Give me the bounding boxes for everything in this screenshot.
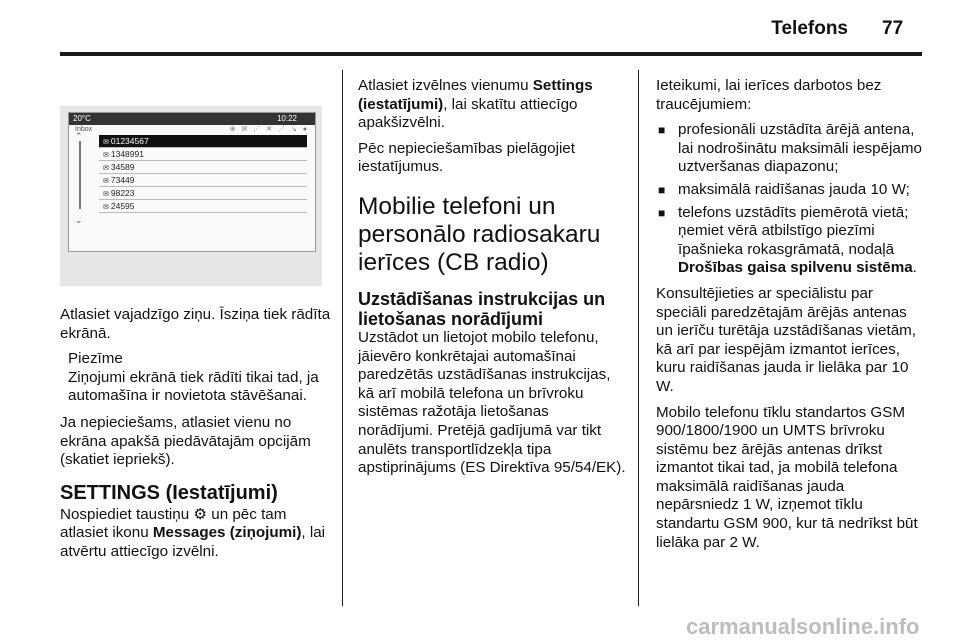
- display-time: 10:22: [276, 114, 297, 123]
- message-sender: 34589: [110, 162, 135, 172]
- text: Atlasiet izvēlnes vienumu: [358, 77, 533, 94]
- page-number: 77: [882, 18, 904, 39]
- message-sender: 1348991: [110, 149, 144, 159]
- page-header-title: Telefons: [771, 18, 848, 39]
- note-text: Ziņojumi ekrānā tiek rādīti tikai tad, ja automašīna ir novietota stāvēšanai.: [68, 368, 319, 405]
- paragraph: [60, 506, 332, 562]
- column-divider-1: [342, 70, 343, 606]
- message-icon: ✉: [103, 152, 109, 159]
- message-icon: ✉: [103, 139, 109, 146]
- message-row: [99, 200, 307, 213]
- message-row: [99, 161, 307, 174]
- watermark: carmanualsonline.info: [686, 614, 920, 639]
- paragraph: Ja nepieciešams, atlasiet vienu no ekrāna apakšā piedāvātajām opcijām (skatiet iepriekš).: [60, 413, 311, 469]
- list-item: ■ profesionāli uzstādīta ārējā antena, lai nodrošinātu maksimāli iespējamo uztveršanas diapazonu;: [656, 121, 924, 177]
- text: un pēc tam atlasiet ikonu: [60, 505, 287, 542]
- display-folder-label: Inbox: [75, 126, 93, 133]
- message-icon: ✉: [103, 191, 109, 198]
- text: , lai skatītu attiecīgo apakšizvēlni.: [358, 95, 578, 132]
- text: , lai atvērtu attiecīgo izvēlni.: [60, 524, 326, 560]
- column-1: [60, 306, 332, 569]
- text: .: [912, 259, 917, 277]
- display-temperature: 20°C: [73, 114, 91, 123]
- scroll-up-icon: ⌃: [75, 131, 83, 141]
- display-status-bar: [69, 113, 315, 125]
- text: Nospiediet taustiņu: [60, 505, 194, 523]
- message-list: [99, 135, 307, 213]
- paragraph: Mobilo telefonu tīklu standartos GSM 900/1800/1900 un UMTS brīvroku sistēmu bez ārējās antenas drīkst izmantot tikai tad, ja mobilā telefona maksimālā raidīšanas jauda nepārsniedz 1 W, izņemot tīklu standartu GSM 900, kur tā nedrīkst būt lielāka par 2 W.: [656, 403, 918, 551]
- message-icon: ✉: [103, 178, 109, 185]
- menu-term: Settings (iestatījumi): [358, 77, 593, 113]
- column-2: [358, 77, 628, 485]
- message-row: [99, 148, 307, 161]
- display-status-icons: ⊕ ✉ ⋰ ✕ ⋰ ↘ ●: [229, 126, 309, 133]
- column-3: [656, 77, 924, 559]
- paragraph: [358, 77, 628, 133]
- list-item: ■ maksimālā raidīšanas jauda 10 W;: [656, 181, 924, 200]
- section-heading-mobile-phones: Mobilie telefoni un personālo radiosakaru ierīces (CB radio): [358, 192, 601, 276]
- message-icon: ✉: [103, 165, 109, 172]
- infotainment-display: [68, 112, 316, 252]
- message-sender: 73449: [110, 175, 135, 185]
- message-sender: 98223: [110, 188, 135, 198]
- note-title: Piezīme: [68, 350, 123, 368]
- list-item: [656, 204, 924, 278]
- message-icon: ✉: [103, 204, 109, 211]
- paragraph: Atlasiet vajadzīgo ziņu. Īsziņa tiek rādīta ekrānā.: [60, 306, 331, 342]
- display-folder-bar: [69, 125, 315, 135]
- section-heading-settings: SETTINGS (Iestatījumi): [60, 481, 278, 504]
- paragraph: Ieteikumi, lai ierīces darbotos bez traucējumiem:: [656, 77, 882, 113]
- message-row: [99, 174, 307, 187]
- menu-term: Messages (ziņojumi): [152, 524, 302, 542]
- column-divider-2: [638, 70, 639, 606]
- section-reference: Drošības gaisa spilvenu sistēma: [678, 259, 913, 277]
- scroll-down-icon: ⌄: [75, 215, 83, 225]
- infotainment-screen-figure: [60, 106, 322, 286]
- message-row: [99, 187, 307, 200]
- paragraph: Uzstādot un lietojot mobilo telefonu, jāievēro konkrētajai automašīnai paredzētās uzstādīšanas instrukcijas, kā arī mobilā telefona un brīvroku sistēmas ražotāja lietošanas norādījumi. Pretējā gadījumā var tikt anulēts transportlīdzekļa tipa apstiprinājums (ES Direktīva 95/54/EK).: [358, 328, 626, 477]
- scrollbar-track: [79, 141, 81, 209]
- text: telefons uzstādīts piemērotā vietā; ņemiet vērā atbilstīgo piezīmi īpašnieka rokasgrāmatā, nodaļā: [678, 203, 909, 258]
- paragraph: Pēc nepieciešamības pielāgojiet iestatījumus.: [358, 139, 575, 176]
- settings-key-icon: ⚙: [193, 505, 208, 523]
- note-block: [60, 350, 332, 406]
- message-sender: 24595: [110, 201, 135, 211]
- paragraph: Konsultējieties ar speciālistu par speciāli paredzētajām ārējās antenas un ierīču turētāja uzstādīšanas vietām, kā arī par iespējām izmantot ierīces, kuru raidīšanas jauda ir lielāka par 10 W.: [656, 284, 917, 395]
- message-row: [99, 135, 307, 148]
- header-rule: [60, 52, 922, 56]
- subsection-heading: Uzstādīšanas instrukcijas un lietošanas norādījumi: [358, 288, 606, 329]
- message-sender: 01234567: [110, 136, 149, 146]
